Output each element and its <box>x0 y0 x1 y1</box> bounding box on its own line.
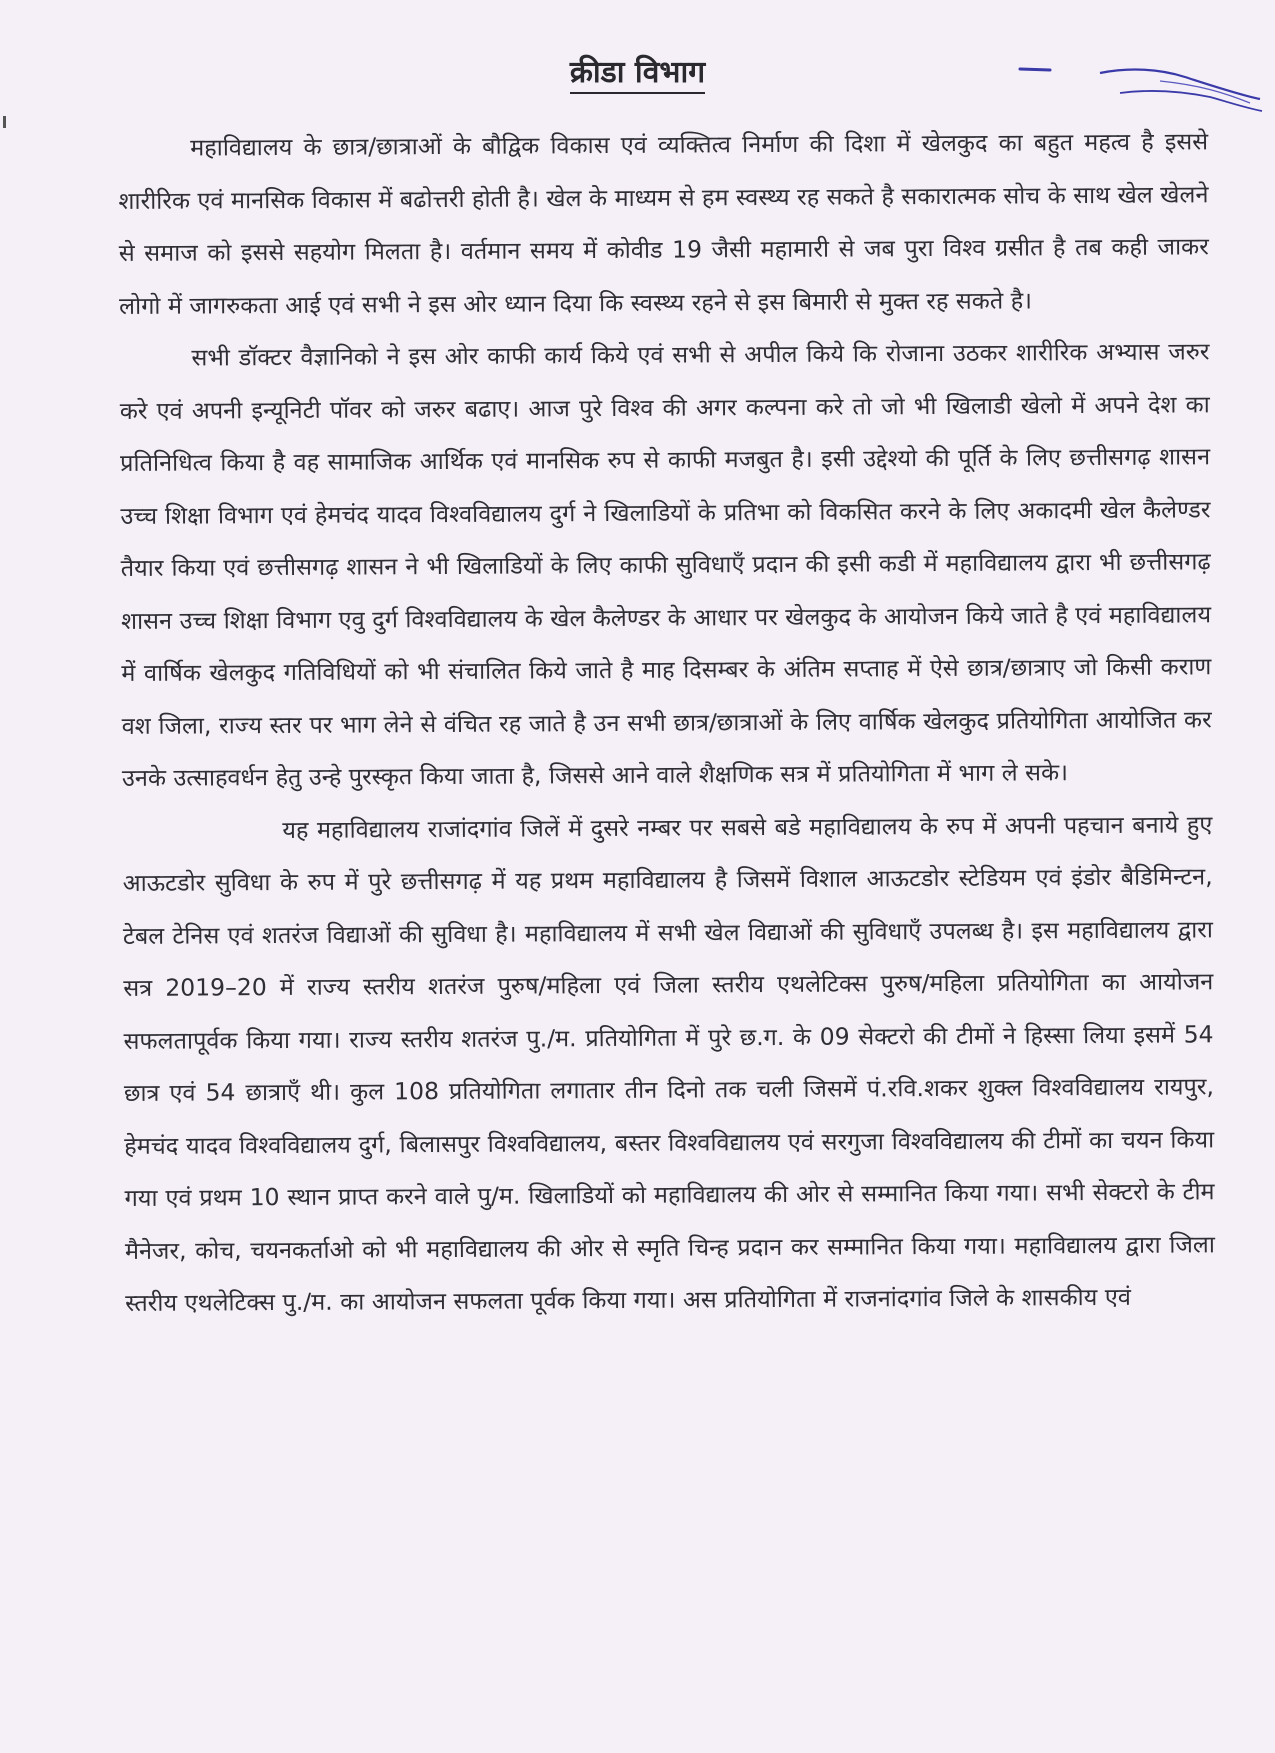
paragraph-3: यह महाविद्यालय राजांदगांव जिलें में दुसरे नम्बर पर सबसे बडे महाविद्यालय के रुप में अपनी पहचान बनाये हुए आऊटडोर सुविधा के रुप में पुरे छत्तीसगढ़ में यह प्रथम महाविद्यालय है जिसमें विशाल आऊटडोर स्टेडियम एवं इंडोर बैडिमिन्टन, टेबल टेनिस एवं शतरंज विद्याओं की सुविधा है। महाविद्यालय में सभी खेल विद्याओं की सुविधाएँ उपलब्ध है। इस महाविद्यालय द्वारा सत्र 2019–20 में राज्य स्तरीय शतरंज पुरुष/महिला एवं जिला स्तरीय एथलेटिक्स पुरुष/महिला प्रतियोगिता का आयोजन सफलतापूर्वक किया गया। राज्य स्तरीय शतरंज पु./म. प्रतियोगिता में पुरे छ.ग. के 09 सेक्टरो की टीमों ने हिस्सा लिया इसमें 54 छात्र एवं 54 छात्राएँ थी। कुल 108 प्रतियोगिता लगातार तीन दिनो तक चली जिसमें पं.रवि.शकर शुक्ल विश्वविद्यालय रायपुर, हेमचंद यादव विश्वविद्यालय दुर्ग, बिलासपुर विश्वविद्यालय, बस्तर विश्वविद्यालय एवं सरगुजा विश्वविद्यालय की टीमों का चयन किया गया एवं प्रथम 10 स्थान प्राप्त करने वाले पु/म. खिलाडियों को महाविद्यालय की ओर से सम्मानित किया गया। सभी सेक्टरो के टीम मैनेजर, कोच, चयनकर्ताओ को भी महाविद्यालय की ओर से स्मृति चिन्ह प्रदान कर सम्मानित किया गया। महाविद्यालय द्वारा जिला स्तरीय एथलेटिक्स पु./म. का आयोजन सफलता पूर्वक किया गया। अस प्रतियोगिता में राजनांदगांव जिले के शासकीय एवं <box>122 809 1215 1317</box>
body-text <box>118 115 1215 1329</box>
scan-dot <box>2 115 8 129</box>
page-title: क्रीडा विभाग <box>0 50 1275 91</box>
paragraph-1: महाविद्यालय के छात्र/छात्राओं के बौद्विक विकास एवं व्यक्तित्व निर्माण की दिशा में खेलकुद का बहुत महत्व है इससे शारीरिक एवं मानसिक विकास में बढोत्तरी होती है। खेल के माध्यम से हम स्वस्थ्य रह सकते है सकारात्मक सोच के साथ खेल खेलने से समाज को इससे सहयोग मिलता है। वर्तमान समय में कोवीड 19 जैसी महामारी से जब पुरा विश्व ग्रसीत है तब कही जाकर लोगो में जागरुकता आई एवं सभी ने इस ओर ध्यान दिया कि स्वस्थ्य रहने से इस बिमारी से मुक्त रह सकते है। <box>118 127 1209 320</box>
paragraph-2: सभी डॉक्टर वैज्ञानिको ने इस ओर काफी कार्य किये एवं सभी से अपील किये कि रोजाना उठकर शारीरिक अभ्यास जरुर करे एवं अपनी इन्यूनिटी पॉवर को जरुर बढाए। आज पुरे विश्व की अगर कल्पना करे तो जो भी खिलाडी खेलो में अपने देश का प्रतिनिधित्व किया है वह सामाजिक आर्थिक एवं मानसिक रुप से काफी मजबुत है। इसी उद्देश्यो की पूर्ति के लिए छत्तीसगढ़ शासन उच्च शिक्षा विभाग एवं हेमचंद यादव विश्वविद्यालय दुर्ग ने खिलाडियों के प्रतिभा को विकसित करने के लिए अकादमी खेल कैलेण्डर तैयार किया एवं छत्तीसगढ़ शासन ने भी खिलाडियों के लिए काफी सुविधाएँ प्रदान की इसी कडी में महाविद्यालय द्वारा भी छत्तीसगढ़ शासन उच्च शिक्षा विभाग एवु दुर्ग विश्वविद्यालय के खेल कैलेण्डर के आधार पर खेलकुद के आयोजन किये जाते है एवं महाविद्यालय में वार्षिक खेलकुद गतिविधियों को भी संचालित किये जाते है माह दिसम्बर के अंतिम सप्ताह में ऐसे छात्र/छात्राए जो किसी कराण वश जिला, राज्य स्तर पर भाग लेने से वंचित रह जाते है उन सभी छात्र/छात्राओं के लिए वार्षिक खेलकुद प्रतियोगिता आयोजित कर उनके उत्साहवर्धन हेतु उन्हे पुरस्कृत किया जाता है, जिससे आने वाले शैक्षणिक सत्र में प्रतियोगिता में भाग ले सके। <box>119 337 1212 792</box>
